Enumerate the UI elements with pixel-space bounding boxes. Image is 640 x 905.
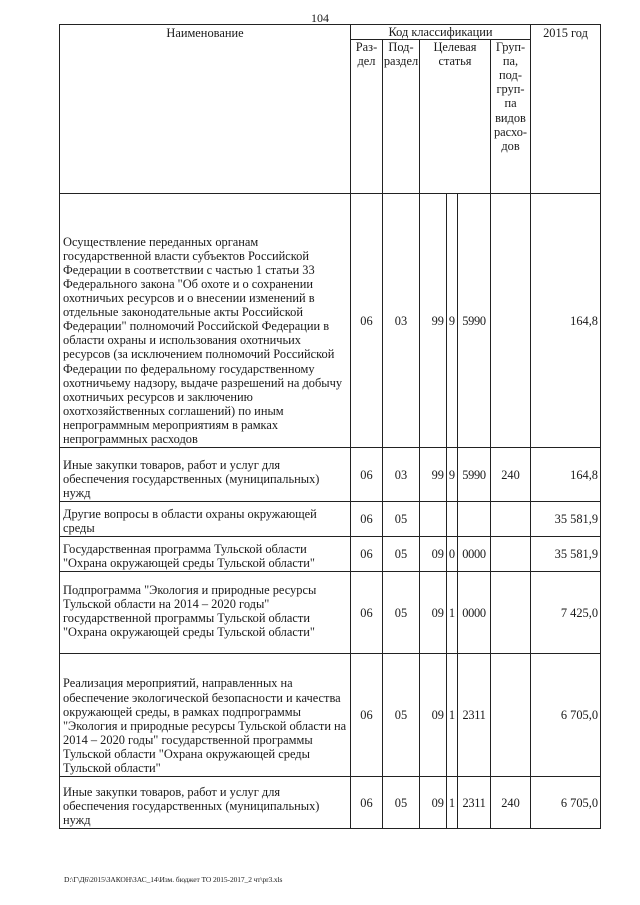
row-group: 240 [491, 448, 531, 502]
table-row [60, 537, 601, 572]
row-subprogram: 0 [447, 537, 458, 572]
row-amount: 164,8 [531, 448, 601, 502]
row-section: 06 [351, 654, 383, 777]
row-program: 09 [420, 537, 447, 572]
row-section: 06 [351, 777, 383, 829]
row-name: Реализация мероприятий, направленных на обеспечение экологической безопасности и качества окружающей среды, в рамках подпрограммы "Экология и природные ресурсы Тульской области на 2014 – 2020 годы" государственной программы Тульской области "Охрана окружающей среды Тульской области" [60, 654, 351, 777]
row-name: Государственная программа Тульской области "Охрана окружающей среды Тульской области" [60, 537, 351, 572]
row-section: 06 [351, 448, 383, 502]
row-program: 09 [420, 572, 447, 654]
row-section: 06 [351, 572, 383, 654]
row-subprogram: 1 [447, 777, 458, 829]
row-direction: 5990 [458, 194, 491, 448]
header-year: 2015 год [531, 25, 601, 194]
row-name: Другие вопросы в области охраны окружающей среды [60, 502, 351, 537]
row-subprogram: 1 [447, 654, 458, 777]
row-program: 99 [420, 194, 447, 448]
row-amount: 6 705,0 [531, 777, 601, 829]
footer-file-path: D:\Г\Д6\2015\ЗАКОН\ЗАС_14\Изм. бюджет ТО 2015-2017_2 чт\pr3.xls [64, 875, 283, 884]
row-section: 06 [351, 537, 383, 572]
table-row [60, 502, 601, 537]
row-direction: 0000 [458, 537, 491, 572]
row-amount: 35 581,9 [531, 502, 601, 537]
row-direction: 2311 [458, 777, 491, 829]
row-program: 99 [420, 448, 447, 502]
row-subsection: 05 [383, 654, 420, 777]
row-group: 240 [491, 777, 531, 829]
row-subsection: 03 [383, 448, 420, 502]
row-subprogram: 1 [447, 572, 458, 654]
row-amount: 35 581,9 [531, 537, 601, 572]
row-name: Иные закупки товаров, работ и услуг для обеспечения государственных (муниципальных) нужд [60, 448, 351, 502]
header-subsection: Под- раздел [383, 40, 420, 194]
row-group [491, 537, 531, 572]
row-section: 06 [351, 194, 383, 448]
row-program [420, 502, 447, 537]
row-name: Осуществление переданных органам государственной власти субъектов Российской Федерации в соответствии с частью 1 статьи 33 Федерального закона "Об охоте и о сохранении охотничьих ресурсов и о внесении изменений в отдельные законодательные акты Российской Федерации" полномочий Российской Федерации в области охраны и использования охотничьих ресурсов (за исключением полномочий Российской Федерации по федеральному государственному охотничьему надзору, выдаче разрешений на добычу охотничьих ресурсов и заключению охотхозяйственных соглашений) по иным непрограммным мероприятиям в рамках непрограммных расходов [60, 194, 351, 448]
header-target: Целевая статья [420, 40, 491, 194]
table-row [60, 777, 601, 829]
row-subsection: 03 [383, 194, 420, 448]
table-row [60, 654, 601, 777]
page-number: 104 [311, 11, 329, 25]
row-subprogram: 9 [447, 194, 458, 448]
row-group [491, 194, 531, 448]
row-program: 09 [420, 654, 447, 777]
header-code: Код классификации [351, 25, 531, 40]
row-amount: 6 705,0 [531, 654, 601, 777]
row-amount: 164,8 [531, 194, 601, 448]
row-group [491, 502, 531, 537]
row-subprogram [447, 502, 458, 537]
row-group [491, 654, 531, 777]
row-subprogram: 9 [447, 448, 458, 502]
row-group [491, 572, 531, 654]
table-row [60, 194, 601, 448]
header-section: Раз- дел [351, 40, 383, 194]
header-name: Наименование [60, 25, 351, 194]
row-subsection: 05 [383, 777, 420, 829]
row-subsection: 05 [383, 537, 420, 572]
row-section: 06 [351, 502, 383, 537]
row-subsection: 05 [383, 502, 420, 537]
table-row [60, 448, 601, 502]
row-direction [458, 502, 491, 537]
row-direction: 0000 [458, 572, 491, 654]
budget-table [59, 24, 601, 829]
row-name: Иные закупки товаров, работ и услуг для обеспечения государственных (муниципальных) нужд [60, 777, 351, 829]
row-name: Подпрограмма "Экология и природные ресурсы Тульской области на 2014 – 2020 годы" государственной программы Тульской области "Охрана окружающей среды Тульской области" [60, 572, 351, 654]
row-subsection: 05 [383, 572, 420, 654]
row-program: 09 [420, 777, 447, 829]
row-amount: 7 425,0 [531, 572, 601, 654]
row-direction: 5990 [458, 448, 491, 502]
header-group: Груп- па, под- груп- па видов расхо- дов [491, 40, 531, 194]
row-direction: 2311 [458, 654, 491, 777]
table-row [60, 572, 601, 654]
